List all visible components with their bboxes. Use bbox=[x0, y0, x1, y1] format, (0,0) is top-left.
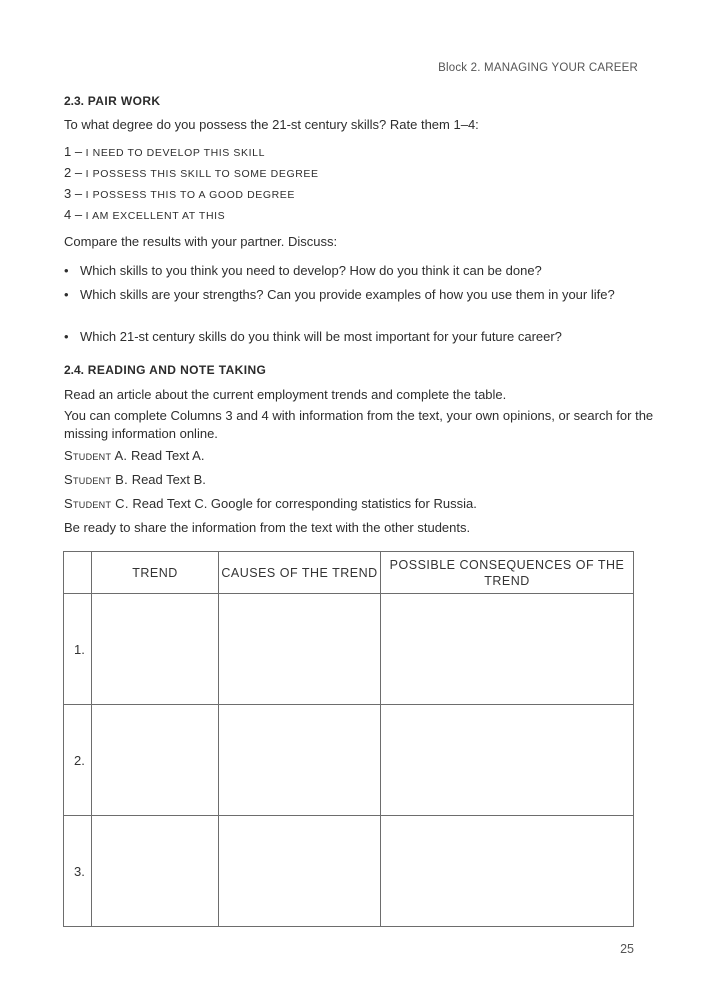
row-number: 1. bbox=[64, 594, 92, 705]
header-trend: TREND bbox=[92, 552, 219, 594]
consequences-cell[interactable] bbox=[381, 594, 634, 705]
running-head: Block 2. MANAGING YOUR CAREER bbox=[438, 62, 638, 74]
discussion-bullet bbox=[64, 286, 644, 303]
rating-text: I POSSESS THIS SKILL TO SOME DEGREE bbox=[85, 168, 319, 180]
student-b-instruction bbox=[64, 471, 654, 489]
row-number: 3. bbox=[64, 816, 92, 927]
consequences-cell[interactable] bbox=[381, 705, 634, 816]
trend-cell[interactable] bbox=[92, 705, 219, 816]
bullet-icon: • bbox=[64, 329, 69, 344]
trend-cell[interactable] bbox=[92, 594, 219, 705]
rating-text: I NEED TO DEVELOP THIS SKILL bbox=[85, 147, 266, 159]
bullet-text: Which 21-st century skills do you think will be most important for your future career? bbox=[80, 329, 562, 344]
table-row bbox=[64, 594, 634, 705]
rating-number: 1 – bbox=[64, 144, 83, 159]
trend-cell[interactable] bbox=[92, 816, 219, 927]
causes-cell[interactable] bbox=[219, 705, 381, 816]
rating-number: 4 – bbox=[64, 207, 83, 222]
columns-note: You can complete Columns 3 and 4 with information from the text, your own opinions, or search for the missing information online. bbox=[64, 408, 654, 441]
section-number: 2.3. bbox=[64, 94, 85, 108]
discussion-bullet bbox=[64, 262, 644, 279]
rating-item bbox=[64, 207, 225, 222]
rating-text: I AM EXCELLENT AT THIS bbox=[85, 210, 226, 222]
header-cell-blank bbox=[64, 552, 92, 594]
row-number: 2. bbox=[64, 705, 92, 816]
student-task: Read Text C. Google for corresponding statistics for Russia. bbox=[132, 496, 477, 511]
section-2-3-heading bbox=[64, 94, 160, 108]
student-label: Student A. bbox=[64, 448, 128, 463]
bullet-icon: • bbox=[64, 287, 69, 302]
section-title: READING AND NOTE TAKING bbox=[87, 363, 267, 377]
rating-question: To what degree do you possess the 21-st century skills? Rate them 1–4: bbox=[64, 117, 479, 132]
consequences-cell[interactable] bbox=[381, 816, 634, 927]
student-task: Read Text B. bbox=[131, 472, 206, 487]
header-consequences: POSSIBLE CONSEQUENCES OF THE TREND bbox=[381, 552, 634, 594]
trends-table bbox=[63, 551, 634, 927]
student-task: Read Text A. bbox=[130, 448, 205, 463]
bullet-icon: • bbox=[64, 263, 69, 278]
student-label: Student B. bbox=[64, 472, 129, 487]
table-row bbox=[64, 816, 634, 927]
page-number: 25 bbox=[620, 942, 634, 956]
section-title: PAIR WORK bbox=[87, 94, 161, 108]
bullet-text: Which skills are your strengths? Can you provide examples of how you use them in your life? bbox=[80, 287, 615, 302]
bullet-text: Which skills to you think you need to develop? How do you think it can be done? bbox=[80, 263, 542, 278]
rating-number: 3 – bbox=[64, 186, 83, 201]
rating-text: I POSSESS THIS TO A GOOD DEGREE bbox=[85, 189, 296, 201]
compare-instruction: Compare the results with your partner. Discuss: bbox=[64, 234, 338, 249]
causes-cell[interactable] bbox=[219, 594, 381, 705]
share-instruction: Be ready to share the information from the text with the other students. bbox=[64, 520, 471, 535]
student-a-instruction bbox=[64, 447, 654, 465]
student-label: Student C. bbox=[64, 496, 129, 511]
rating-item bbox=[64, 186, 295, 201]
header-causes: CAUSES OF THE TREND bbox=[219, 552, 381, 594]
rating-item bbox=[64, 165, 319, 180]
reading-intro: Read an article about the current employment trends and complete the table. bbox=[64, 387, 507, 402]
table-header-row bbox=[64, 552, 634, 594]
section-2-4-heading bbox=[64, 363, 266, 377]
section-number: 2.4. bbox=[64, 363, 85, 377]
rating-item bbox=[64, 144, 265, 159]
causes-cell[interactable] bbox=[219, 816, 381, 927]
rating-number: 2 – bbox=[64, 165, 83, 180]
student-c-instruction bbox=[64, 495, 654, 513]
table-row bbox=[64, 705, 634, 816]
discussion-bullet bbox=[64, 328, 644, 345]
